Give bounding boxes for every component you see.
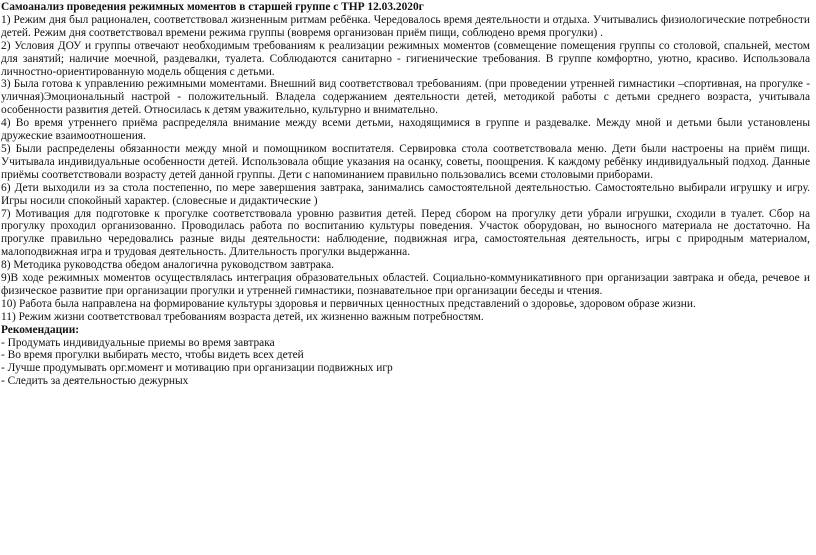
analysis-paragraph: 2) Условия ДОУ и группы отвечают необходимым требованиям к реализации режимных моментов (совмещение помещения группы со столовой, спальней, местом для занятий; наличие моечной, раздевалки, туалета. Соблюдаются санитарно - гигиенические требования. В группе комфортно, уютно, красиво. Использовала личностно-ориентированную модель общения с детьми.: [1, 39, 810, 78]
analysis-paragraph: 10) Работа была направлена на формирование культуры здоровья и первичных ценностных представлений о здоровье, здоровом образе жизни.: [1, 297, 696, 310]
analysis-paragraph: 8) Методика руководства обедом аналогична руководством завтрака.: [1, 259, 335, 272]
recommendation-item: - Продумать индивидуальные приемы во время завтрака: [1, 336, 275, 349]
recommendation-item: - Во время прогулки выбирать место, чтобы видеть всех детей: [1, 349, 304, 362]
analysis-paragraph: 3) Была готова к управлению режимными моментами. Внешний вид соответствовал требованиям. (при проведении утренней гимнастики –спортивная, на прогулке - уличная)Эмоциональный настрой - положительный. Владела содержанием деятельности детей, методикой работы с детьми среднего возраста, учитывала особенности развития детей. Относилась к детям уважительно, культурно и внимательно.: [1, 78, 810, 117]
analysis-paragraph: 7) Мотивация для подготовке к прогулке соответствовала уровню развития детей. Перед сбором на прогулку дети убрали игрушки, сходили в туалет. Сбор на прогулку проходил организованно. Проводилась работа по воспитанию культуры поведения. Участок оборудован, но выносного материала не достаточно. На прогулке правильно чередовались разные виды деятельности: наблюдение, подвижная игра, самостоятельная деятельность, игры с природным материалом, малоподвижная игра и трудовая деятельность. Длительность прогулки выдержанна.: [1, 207, 810, 259]
analysis-paragraph: 9)В ходе режимных моментов осуществлялась интеграция образовательных областей. Социально-коммуникативного при организации завтрака и обеда, речевое и физическое развитие при организации прогулки и утренней гимнастики, познавательное при организации беседы и чтения.: [1, 272, 810, 297]
analysis-paragraph: 1) Режим дня был рационален, соответствовал жизненным ритмам ребёнка. Чередовалось время деятельности и отдыха. Учитывались физиологические потребности детей. Режим дня соответствовал времени режима группы (вовремя организован приём пищи, соблюдено время прогулки) .: [1, 13, 810, 39]
analysis-paragraph: 5) Были распределены обязанности между мной и помощником воспитателя. Сервировка стола соответствовала меню. Дети были настроены на приём пищи. Учитывала индивидуальные особенности детей. Использовала общие указания на осанку, советы, поощрения. К каждому ребёнку индивидуальный подход. Данные приёмы соответствовали возрасту детей данной группы. Дети с напоминанием правильно пользовались всеми столовыми приборами.: [1, 142, 810, 181]
analysis-paragraph: 11) Режим жизни соответствовал требованиям возраста детей, их жизненно важным потребностям.: [1, 310, 484, 323]
analysis-paragraphs: [1, 14, 810, 324]
analysis-paragraph: 6) Дети выходили из за стола постепенно, по мере завершения завтрака, занимались самостоятельной деятельностью. Самостоятельно выбирали игрушку и игру. Игры носили спокойный характер. (словесные и дидактические ): [1, 181, 810, 207]
recommendations-heading: Рекомендации:: [1, 323, 80, 336]
analysis-paragraph: 4) Во время утреннего приёма распределяла внимание между всеми детьми, находящимися в группе и раздевалке. Между мной и детьми были установлены дружеские взаимоотношения.: [1, 117, 810, 143]
recommendation-item: - Лучше продумывать орг.момент и мотивацию при организации подвижных игр: [1, 362, 393, 375]
recommendation-item: - Следить за деятельностью дежурных: [1, 375, 189, 388]
document-title: Самоанализ проведения режимных моментов в старшей группе с ТНР 12.03.2020г: [1, 1, 424, 13]
recommendations-list: [1, 337, 810, 389]
